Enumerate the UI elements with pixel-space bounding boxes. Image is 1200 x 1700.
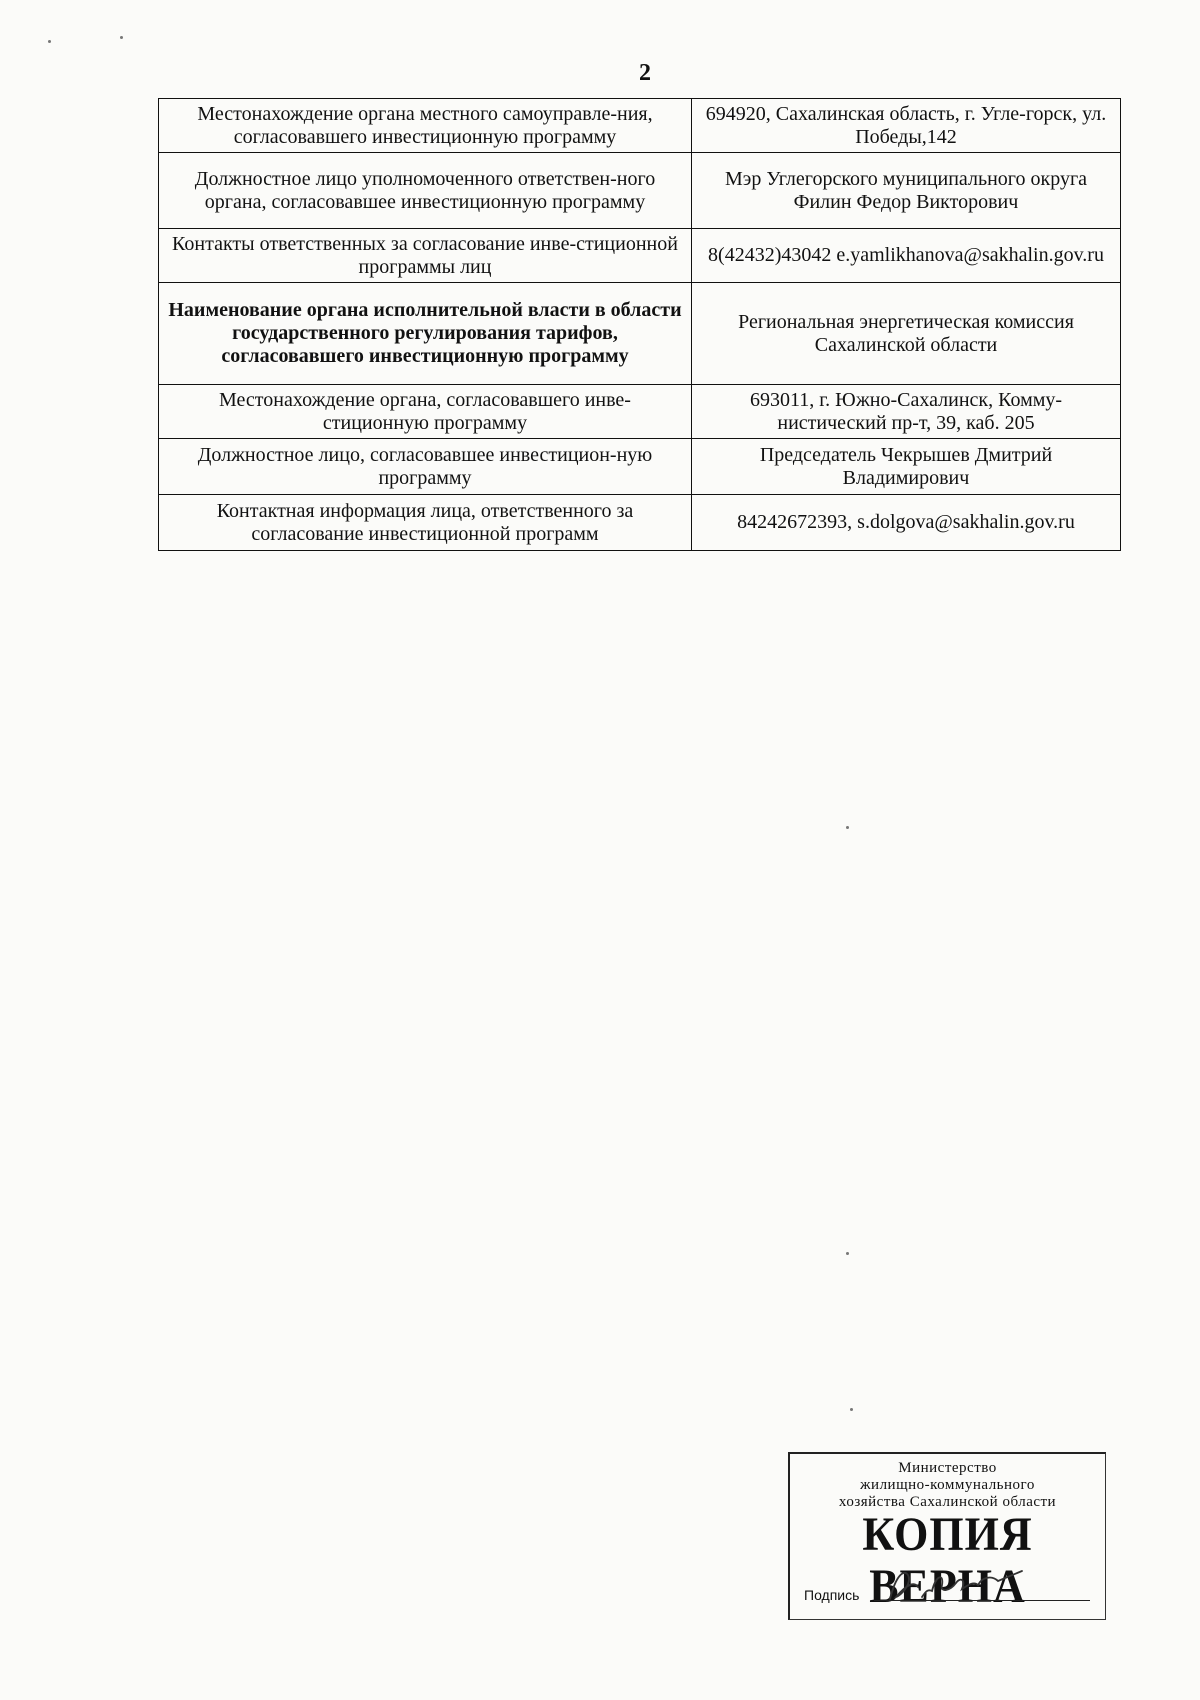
table-row	[159, 495, 1121, 551]
table-row	[159, 153, 1121, 229]
row-value: 693011, г. Южно-Сахалинск, Комму-нистический пр-т, 39, каб. 205	[692, 385, 1121, 439]
row-label: Местонахождение органа местного самоуправле-ния, согласовавшего инвестиционную программу	[159, 99, 692, 153]
certified-copy-stamp	[788, 1452, 1106, 1620]
row-label: Наименование органа исполнительной власти в области государственного регулирования тарифов, согласовавшего инвестиционную программу	[159, 283, 692, 385]
table-row	[159, 99, 1121, 153]
signature-label: Подпись	[804, 1587, 860, 1603]
signature-row	[804, 1571, 1094, 1605]
table-row	[159, 229, 1121, 283]
stamp-org-line: Министерство	[898, 1460, 997, 1476]
row-label: Должностное лицо уполномоченного ответствен-ного органа, согласовавшее инвестиционную программу	[159, 153, 692, 229]
table-row	[159, 439, 1121, 495]
row-label: Должностное лицо, согласовавшее инвестицион-ную программу	[159, 439, 692, 495]
table-row	[159, 283, 1121, 385]
row-value: Председатель Чекрышев Дмитрий Владимирович	[692, 439, 1121, 495]
stamp-org-line: хозяйства Сахалинской области	[838, 1494, 1057, 1510]
table-row	[159, 385, 1121, 439]
row-label: Местонахождение органа, согласовавшего инве-стиционную программу	[159, 385, 692, 439]
row-label: Контактная информация лица, ответственного за согласование инвестиционной программ	[159, 495, 692, 551]
row-value: 694920, Сахалинская область, г. Угле-горск, ул. Победы,142	[692, 99, 1121, 153]
stamp-title: КОПИЯ ВЕРНА	[862, 1508, 1033, 1613]
row-value: 8(42432)43042 e.yamlikhanova@sakhalin.gov.ru	[692, 229, 1121, 283]
handwritten-signature	[882, 1565, 1032, 1605]
row-value: 84242672393, s.dolgova@sakhalin.gov.ru	[692, 495, 1121, 551]
page-number: 2	[639, 60, 651, 86]
row-value: Региональная энергетическая комиссия Сахалинской области	[692, 283, 1121, 385]
row-value: Мэр Углегорского муниципального округа Филин Федор Викторович	[692, 153, 1121, 229]
stamp-org-line: жилищно-коммунального	[860, 1477, 1035, 1493]
row-label: Контакты ответственных за согласование инве-стиционной программы лиц	[159, 229, 692, 283]
approval-info-table	[158, 98, 1121, 551]
